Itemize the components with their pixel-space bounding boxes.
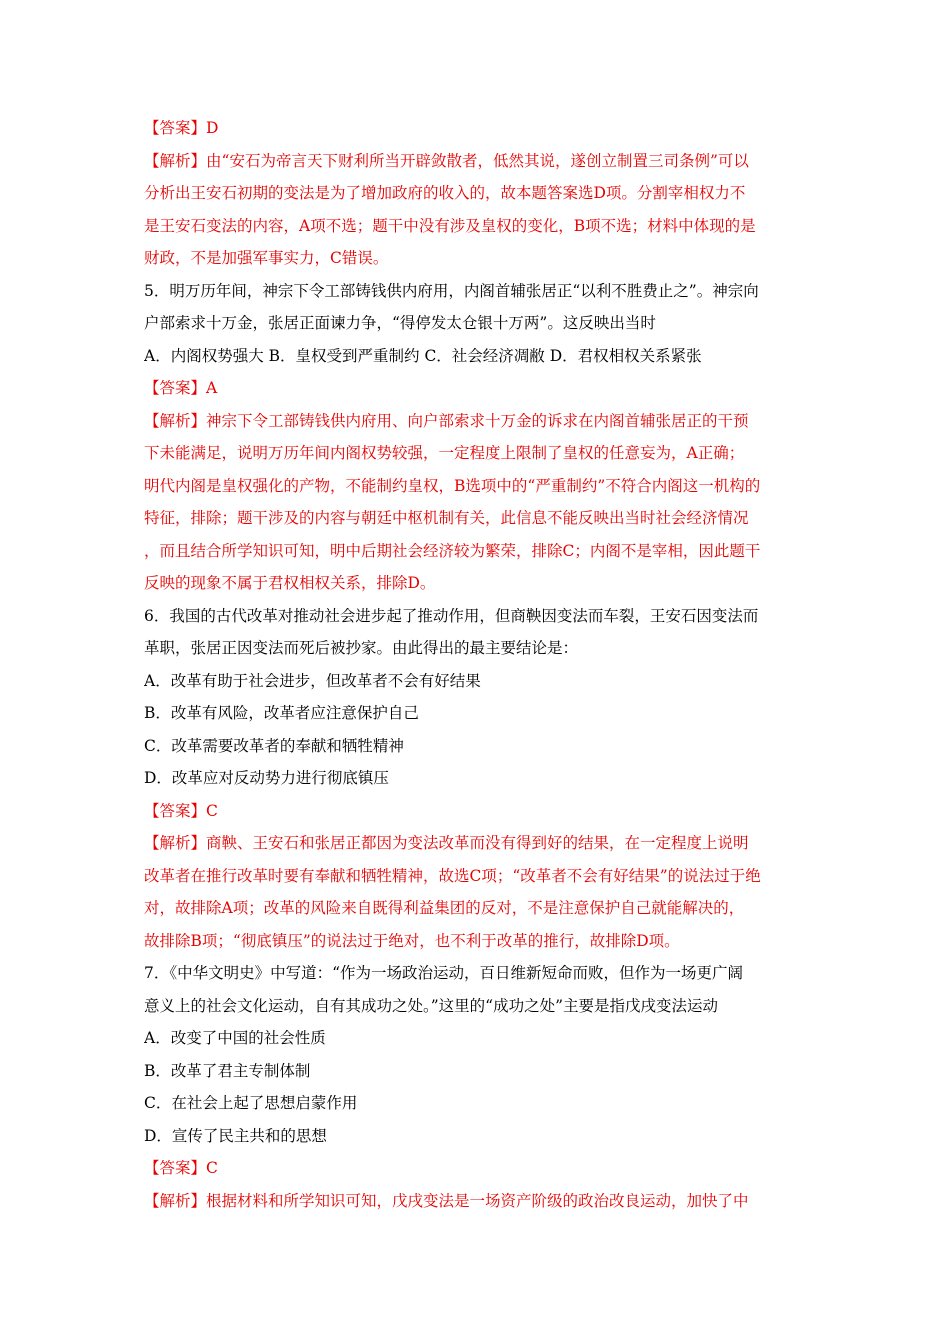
q6-analysis-line (144, 827, 808, 860)
q6-analysis-line: 对，故排除A项；改革的风险来自既得利益集团的反对，不是注意保护自己就能解决的， (144, 899, 745, 917)
q6-analysis-text: 商鞅、王安石和张居正都因为变法改革而没有得到好的结果，在一定程度上说明 (206, 834, 749, 852)
q7-option: D．宣传了民主共和的思想 (144, 1126, 327, 1145)
q7-stem-line: 意义上的社会文化运动，自有其成功之处。”这里的“成功之处”主要是指戊戌变法运动 (144, 996, 719, 1015)
q6-answer (144, 795, 808, 828)
answer-label: 【答案】 (144, 119, 207, 137)
q7-analysis-line (144, 1185, 808, 1218)
analysis-label: 【解析】 (144, 151, 207, 170)
q5-analysis-line: 反映的现象不属于君权相权关系，排除D。 (144, 574, 436, 592)
q6-stem-line: 6．我国的古代改革对推动社会进步起了推动作用，但商鞅因变法而车裂，王安石因变法而 (144, 606, 759, 625)
q4-analysis-line: 是王安石变法的内容，A项不选；题干中没有涉及皇权的变化，B项不选；材料中体现的是 (144, 216, 756, 235)
q6-option: C．改革需要改革者的奉献和牺牲精神 (144, 736, 404, 755)
q7-analysis-text: 根据材料和所学知识可知，戊戌变法是一场资产阶级的政治改良运动，加快了中 (206, 1191, 749, 1210)
q7-answer (144, 1152, 808, 1185)
q5-answer-value: A (206, 379, 218, 397)
answer-label: 【答案】 (144, 801, 207, 820)
analysis-label: 【解析】 (144, 411, 207, 430)
q7-option: C．在社会上起了思想启蒙作用 (144, 1094, 358, 1112)
q4-analysis-text: 由“安石为帝言天下财利所当开辟敛散者，低然其说，遂创立制置三司条例”可以 (206, 151, 749, 170)
q5-stem-line: 户部索求十万金，张居正面谏力争，“得停发太仓银十万两”。这反映出当时 (144, 314, 656, 332)
q5-options: A．内阁权势强大 B．皇权受到严重制约 C．社会经济凋敝 D．君权相权关系紧张 (144, 346, 702, 365)
q4-answer (144, 112, 808, 145)
q5-analysis-line (144, 405, 808, 438)
q6-option: A．改革有助于社会进步，但改革者不会有好结果 (144, 671, 481, 690)
q6-analysis-line: 故排除B项；“彻底镇压”的说法过于绝对，也不利于改革的推行，故排除D项。 (144, 931, 680, 950)
q6-option: B．改革有风险，改革者应注意保护自己 (144, 704, 419, 722)
q6-analysis-line: 改革者在推行改革时要有奉献和牺牲精神，故选C项；“改革者不会有好结果”的说法过于绝 (144, 866, 761, 885)
q7-option: A．改变了中国的社会性质 (144, 1029, 326, 1047)
q7-answer-value: C (206, 1159, 218, 1177)
q5-answer (144, 372, 808, 405)
q5-analysis-line: 特征，排除；题干涉及的内容与朝廷中枢机制有关，此信息不能反映出当时社会经济情况 (144, 509, 749, 527)
answer-label: 【答案】 (144, 379, 207, 397)
analysis-label: 【解析】 (144, 1191, 207, 1210)
q4-analysis-line (144, 145, 808, 178)
q4-answer-value: D (206, 119, 219, 137)
q7-stem-line: 7．《中华文明史》中写道：“作为一场政治运动，百日维新短命而败，但作为一场更广阔 (144, 964, 744, 982)
q6-option: D．改革应对反动势力进行彻底镇压 (144, 769, 389, 787)
analysis-label: 【解析】 (144, 834, 207, 852)
q6-answer-value: C (206, 801, 218, 820)
q5-stem-line: 5．明万历年间，神宗下令工部铸钱供内府用，内阁首辅张居正“以利不胜费止之”。神宗向 (144, 281, 759, 300)
q4-analysis-line: 财政，不是加强军事实力，C错误。 (144, 249, 389, 267)
answer-label: 【答案】 (144, 1159, 207, 1177)
q4-analysis-line: 分析出王安石初期的变法是为了增加政府的收入的，故本题答案选D项。分割宰相权力不 (144, 184, 746, 202)
q5-analysis-text: 神宗下令工部铸钱供内府用、向户部索求十万金的诉求在内阁首辅张居正的干预 (206, 411, 749, 430)
q7-option: B．改革了君主专制体制 (144, 1061, 311, 1080)
document-content (144, 112, 808, 1217)
q5-analysis-line: ，而且结合所学知识可知，明中后期社会经济较为繁荣，排除C；内阁不是宰相，因此题干 (144, 541, 761, 560)
q5-analysis-line: 明代内阁是皇权强化的产物，不能制约皇权，B选项中的“严重制约”不符合内阁这一机构的 (144, 476, 761, 495)
q5-analysis-line: 下未能满足，说明万历年间内阁权势较强，一定程度上限制了皇权的任意妄为，A正确； (144, 444, 745, 462)
q6-stem-line: 革职，张居正因变法而死后被抄家。由此得出的最主要结论是： (144, 639, 579, 657)
